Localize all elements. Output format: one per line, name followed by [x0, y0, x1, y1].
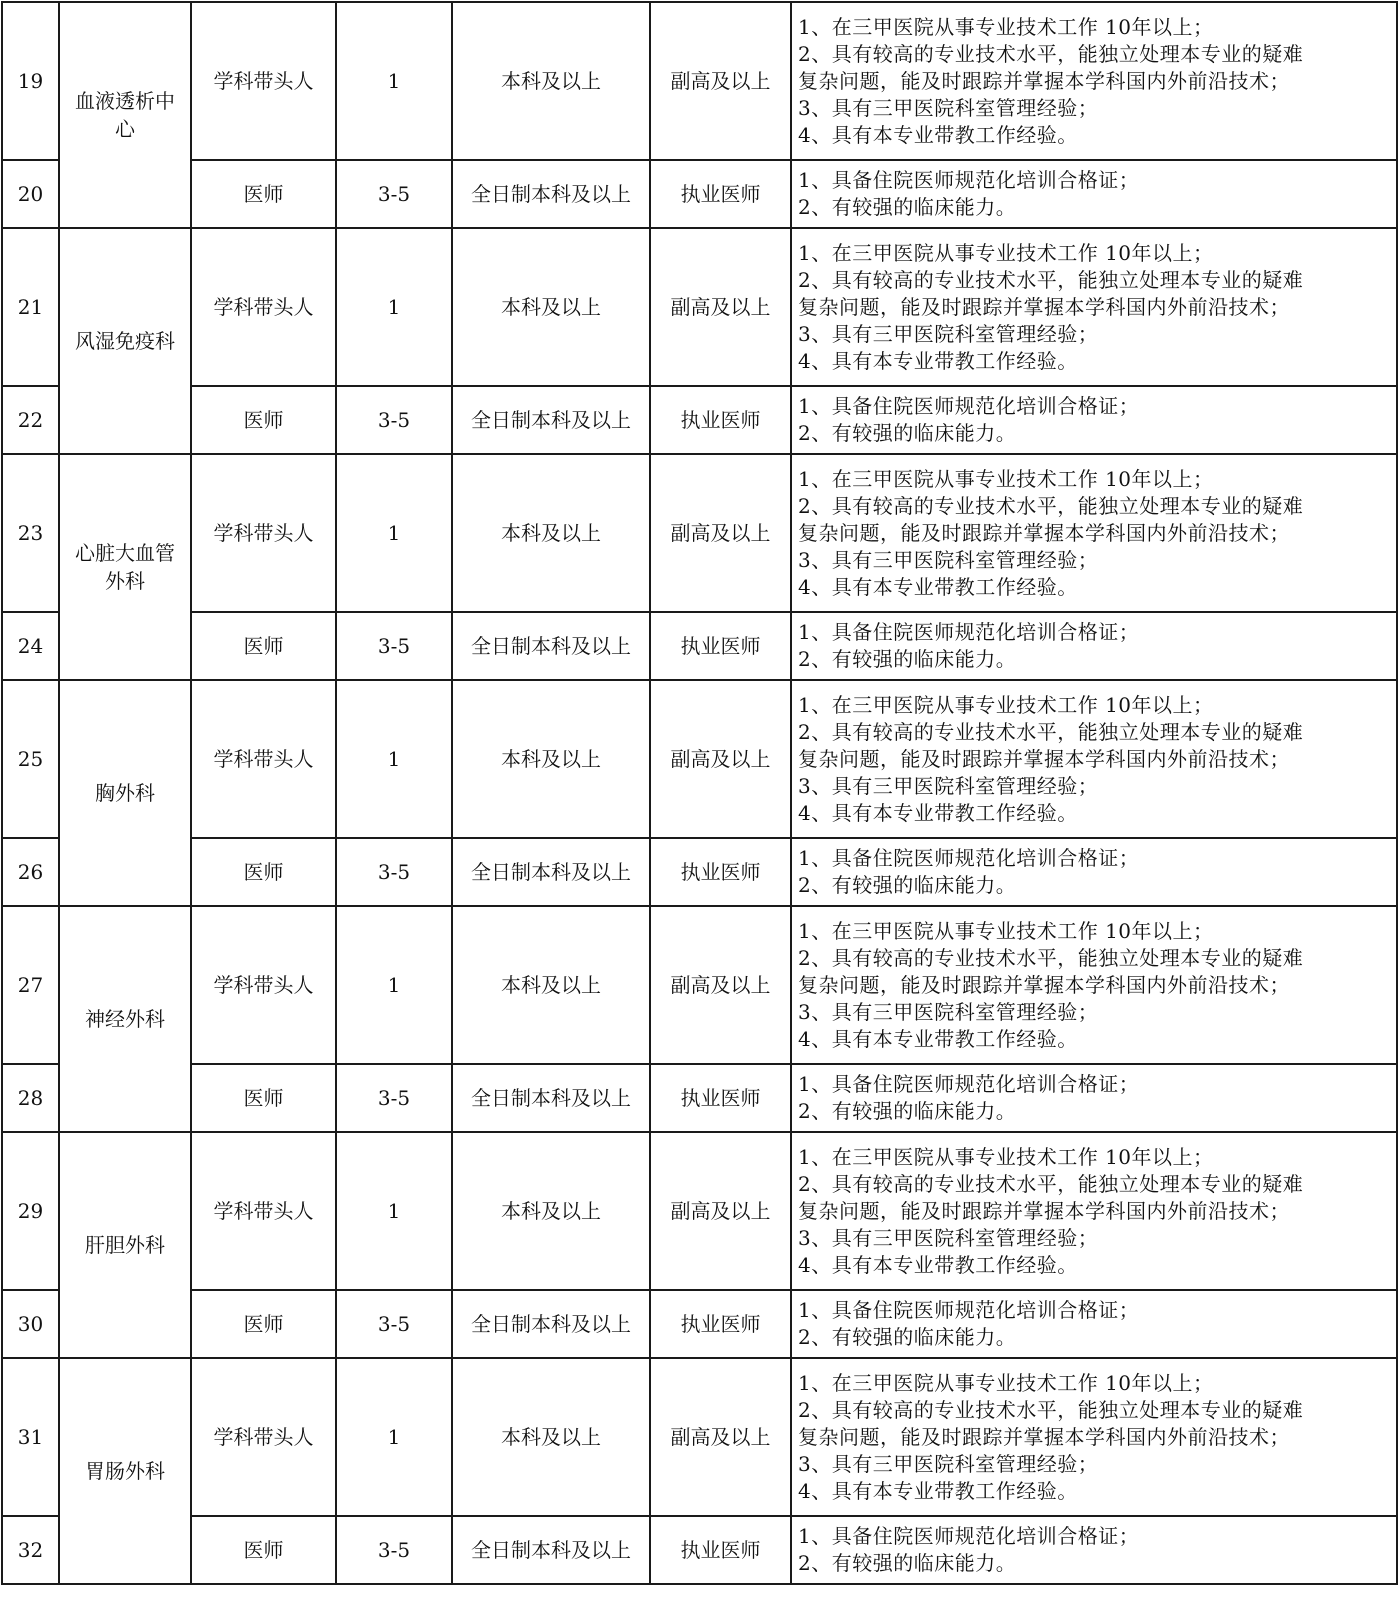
requirement-line: 2、有较强的临床能力。	[798, 647, 1017, 671]
requirement-line: 2、具有较高的专业技术水平，能独立处理本专业的疑难	[798, 719, 1304, 744]
requirement-line: 复杂问题，能及时跟踪并掌握本学科国内外前沿技术；	[798, 972, 1290, 997]
requirement-line: 2、有较强的临床能力。	[798, 1551, 1017, 1575]
headcount-cell: 1	[336, 454, 452, 612]
headcount-cell: 1	[336, 1132, 452, 1290]
requirement-line: 3、具有三甲医院科室管理经验；	[798, 773, 1099, 798]
requirement-line: 4、具有本专业带教工作经验。	[798, 1252, 1078, 1277]
title-cell: 副高及以上	[650, 1358, 791, 1516]
title-cell: 副高及以上	[650, 228, 791, 386]
row-number: 19	[2, 2, 59, 160]
title-cell: 执业医师	[650, 160, 791, 228]
requirements-cell	[791, 454, 1397, 612]
headcount-cell: 3-5	[336, 612, 452, 680]
title-cell: 执业医师	[650, 1064, 791, 1132]
requirement-line: 1、在三甲医院从事专业技术工作 10年以上；	[798, 466, 1214, 491]
education-cell: 全日制本科及以上	[452, 838, 650, 906]
table-row	[2, 454, 1397, 612]
requirement-line: 1、具备住院医师规范化培训合格证；	[798, 394, 1140, 418]
requirement-line: 复杂问题，能及时跟踪并掌握本学科国内外前沿技术；	[798, 294, 1290, 319]
education-cell: 本科及以上	[452, 2, 650, 160]
headcount-cell: 1	[336, 906, 452, 1064]
table-row	[2, 906, 1397, 1064]
education-cell: 本科及以上	[452, 906, 650, 1064]
position-cell: 医师	[191, 838, 336, 906]
table-row	[2, 612, 1397, 680]
education-cell: 本科及以上	[452, 454, 650, 612]
table-row	[2, 1358, 1397, 1516]
requirement-line: 2、具有较高的专业技术水平，能独立处理本专业的疑难	[798, 945, 1304, 970]
education-cell: 全日制本科及以上	[452, 386, 650, 454]
department-cell: 肝胆外科	[59, 1132, 191, 1358]
requirement-line: 复杂问题，能及时跟踪并掌握本学科国内外前沿技术；	[798, 1198, 1290, 1223]
position-cell: 医师	[191, 1516, 336, 1584]
title-cell: 副高及以上	[650, 680, 791, 838]
row-number: 29	[2, 1132, 59, 1290]
row-number: 25	[2, 680, 59, 838]
requirement-line: 2、有较强的临床能力。	[798, 873, 1017, 897]
table-row	[2, 1516, 1397, 1584]
position-cell: 医师	[191, 1064, 336, 1132]
requirement-line: 3、具有三甲医院科室管理经验；	[798, 1451, 1099, 1476]
position-cell: 医师	[191, 386, 336, 454]
requirements-cell	[791, 160, 1397, 228]
requirement-line: 1、在三甲医院从事专业技术工作 10年以上；	[798, 14, 1214, 39]
department-cell: 心脏大血管外科	[59, 454, 191, 680]
requirement-line: 4、具有本专业带教工作经验。	[798, 800, 1078, 825]
requirement-line: 1、具备住院医师规范化培训合格证；	[798, 168, 1140, 192]
requirements-cell	[791, 2, 1397, 160]
education-cell: 全日制本科及以上	[452, 160, 650, 228]
requirement-line: 1、具备住院医师规范化培训合格证；	[798, 620, 1140, 644]
headcount-cell: 1	[336, 2, 452, 160]
department-cell: 神经外科	[59, 906, 191, 1132]
title-cell: 副高及以上	[650, 906, 791, 1064]
headcount-cell: 1	[336, 680, 452, 838]
requirements-cell	[791, 1358, 1397, 1516]
requirement-line: 2、有较强的临床能力。	[798, 1099, 1017, 1123]
requirement-line: 2、具有较高的专业技术水平，能独立处理本专业的疑难	[798, 493, 1304, 518]
department-cell: 胸外科	[59, 680, 191, 906]
requirement-line: 2、有较强的临床能力。	[798, 421, 1017, 445]
recruitment-table	[1, 1, 1398, 1585]
requirements-cell	[791, 1064, 1397, 1132]
row-number: 31	[2, 1358, 59, 1516]
position-cell: 学科带头人	[191, 1132, 336, 1290]
requirements-cell	[791, 1516, 1397, 1584]
requirement-line: 3、具有三甲医院科室管理经验；	[798, 321, 1099, 346]
title-cell: 执业医师	[650, 1516, 791, 1584]
row-number: 22	[2, 386, 59, 454]
requirement-line: 1、具备住院医师规范化培训合格证；	[798, 1298, 1140, 1322]
position-cell: 学科带头人	[191, 454, 336, 612]
requirement-line: 1、在三甲医院从事专业技术工作 10年以上；	[798, 1144, 1214, 1169]
education-cell: 全日制本科及以上	[452, 1290, 650, 1358]
headcount-cell: 3-5	[336, 386, 452, 454]
headcount-cell: 3-5	[336, 160, 452, 228]
education-cell: 全日制本科及以上	[452, 612, 650, 680]
headcount-cell: 1	[336, 228, 452, 386]
headcount-cell: 3-5	[336, 1064, 452, 1132]
requirement-line: 4、具有本专业带教工作经验。	[798, 1478, 1078, 1503]
table-row	[2, 160, 1397, 228]
requirement-line: 2、具有较高的专业技术水平，能独立处理本专业的疑难	[798, 1171, 1304, 1196]
row-number: 20	[2, 160, 59, 228]
requirement-line: 3、具有三甲医院科室管理经验；	[798, 95, 1099, 120]
education-cell: 本科及以上	[452, 1132, 650, 1290]
position-cell: 医师	[191, 1290, 336, 1358]
headcount-cell: 3-5	[336, 838, 452, 906]
requirement-line: 1、具备住院医师规范化培训合格证；	[798, 1072, 1140, 1096]
position-cell: 学科带头人	[191, 228, 336, 386]
requirements-cell	[791, 680, 1397, 838]
position-cell: 医师	[191, 612, 336, 680]
requirement-line: 1、在三甲医院从事专业技术工作 10年以上；	[798, 1370, 1214, 1395]
requirement-line: 复杂问题，能及时跟踪并掌握本学科国内外前沿技术；	[798, 520, 1290, 545]
education-cell: 本科及以上	[452, 1358, 650, 1516]
requirement-line: 2、有较强的临床能力。	[798, 1325, 1017, 1349]
requirement-line: 4、具有本专业带教工作经验。	[798, 122, 1078, 147]
requirement-line: 3、具有三甲医院科室管理经验；	[798, 547, 1099, 572]
row-number: 27	[2, 906, 59, 1064]
position-cell: 学科带头人	[191, 906, 336, 1064]
table-row	[2, 1064, 1397, 1132]
requirement-line: 2、具有较高的专业技术水平，能独立处理本专业的疑难	[798, 41, 1304, 66]
title-cell: 副高及以上	[650, 2, 791, 160]
table-row	[2, 386, 1397, 454]
row-number: 32	[2, 1516, 59, 1584]
position-cell: 医师	[191, 160, 336, 228]
education-cell: 全日制本科及以上	[452, 1516, 650, 1584]
row-number: 21	[2, 228, 59, 386]
headcount-cell: 3-5	[336, 1290, 452, 1358]
requirement-line: 复杂问题，能及时跟踪并掌握本学科国内外前沿技术；	[798, 1424, 1290, 1449]
table-row	[2, 228, 1397, 386]
table-row	[2, 2, 1397, 160]
position-cell: 学科带头人	[191, 680, 336, 838]
row-number: 26	[2, 838, 59, 906]
requirements-cell	[791, 1290, 1397, 1358]
title-cell: 副高及以上	[650, 454, 791, 612]
requirement-line: 1、在三甲医院从事专业技术工作 10年以上；	[798, 692, 1214, 717]
title-cell: 执业医师	[650, 838, 791, 906]
education-cell: 全日制本科及以上	[452, 1064, 650, 1132]
department-cell: 胃肠外科	[59, 1358, 191, 1584]
row-number: 24	[2, 612, 59, 680]
education-cell: 本科及以上	[452, 228, 650, 386]
table-row	[2, 1132, 1397, 1290]
requirements-cell	[791, 612, 1397, 680]
title-cell: 执业医师	[650, 386, 791, 454]
position-cell: 学科带头人	[191, 2, 336, 160]
title-cell: 执业医师	[650, 612, 791, 680]
requirement-line: 1、具备住院医师规范化培训合格证；	[798, 1524, 1140, 1548]
requirement-line: 复杂问题，能及时跟踪并掌握本学科国内外前沿技术；	[798, 68, 1290, 93]
requirement-line: 2、具有较高的专业技术水平，能独立处理本专业的疑难	[798, 1397, 1304, 1422]
requirement-line: 1、在三甲医院从事专业技术工作 10年以上；	[798, 918, 1214, 943]
table-body	[2, 2, 1397, 1584]
table-row	[2, 838, 1397, 906]
requirement-line: 1、具备住院医师规范化培训合格证；	[798, 846, 1140, 870]
title-cell: 执业医师	[650, 1290, 791, 1358]
requirement-line: 1、在三甲医院从事专业技术工作 10年以上；	[798, 240, 1214, 265]
requirement-line: 2、具有较高的专业技术水平，能独立处理本专业的疑难	[798, 267, 1304, 292]
requirement-line: 4、具有本专业带教工作经验。	[798, 574, 1078, 599]
headcount-cell: 1	[336, 1358, 452, 1516]
headcount-cell: 3-5	[336, 1516, 452, 1584]
table-row	[2, 680, 1397, 838]
requirement-line: 2、有较强的临床能力。	[798, 195, 1017, 219]
position-cell: 学科带头人	[191, 1358, 336, 1516]
department-cell: 血液透析中心	[59, 2, 191, 228]
requirement-line: 3、具有三甲医院科室管理经验；	[798, 1225, 1099, 1250]
requirements-cell	[791, 1132, 1397, 1290]
title-cell: 副高及以上	[650, 1132, 791, 1290]
requirements-cell	[791, 386, 1397, 454]
education-cell: 本科及以上	[452, 680, 650, 838]
row-number: 28	[2, 1064, 59, 1132]
row-number: 23	[2, 454, 59, 612]
requirements-cell	[791, 228, 1397, 386]
requirement-line: 4、具有本专业带教工作经验。	[798, 348, 1078, 373]
table-row	[2, 1290, 1397, 1358]
requirement-line: 4、具有本专业带教工作经验。	[798, 1026, 1078, 1051]
row-number: 30	[2, 1290, 59, 1358]
requirement-line: 复杂问题，能及时跟踪并掌握本学科国内外前沿技术；	[798, 746, 1290, 771]
requirement-line: 3、具有三甲医院科室管理经验；	[798, 999, 1099, 1024]
requirements-cell	[791, 906, 1397, 1064]
requirements-cell	[791, 838, 1397, 906]
department-cell: 风湿免疫科	[59, 228, 191, 454]
